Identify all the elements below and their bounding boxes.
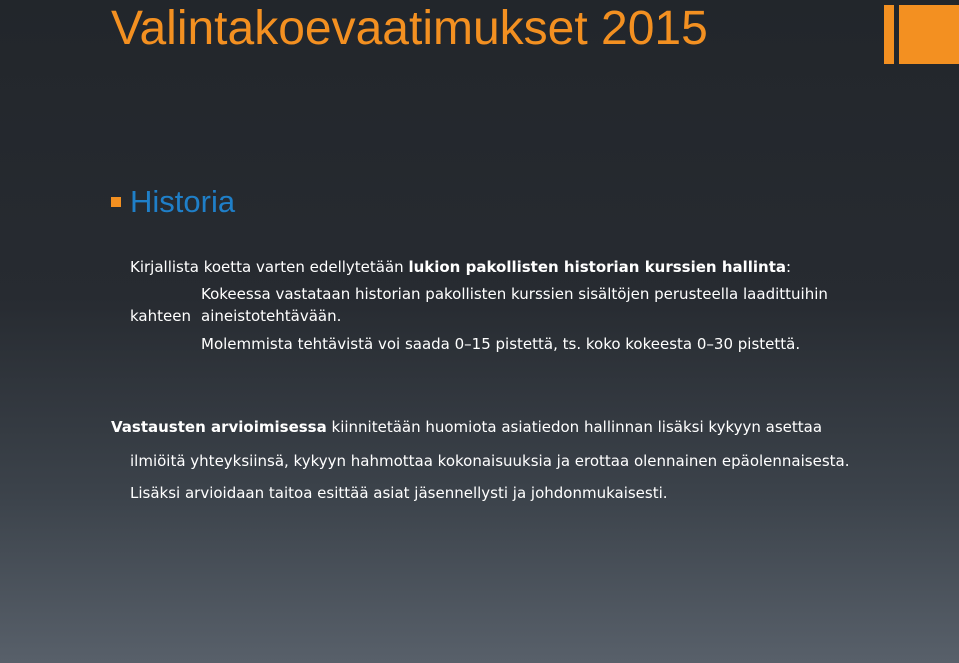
exam-line-2-right: aineistotehtävään. [201, 307, 342, 325]
exam-line-3: Molemmista tehtävistä voi saada 0–15 pistettä, ts. koko kokeesta 0–30 pistettä. [201, 335, 801, 353]
section-title: Historia [130, 184, 236, 219]
intro-bold: lukion pakollisten historian kurssien hallinta [408, 258, 787, 276]
intro-plain: Kirjallista koetta varten edellytetään [130, 258, 409, 276]
evaluation-line-2: ilmiöitä yhteyksiinsä, kykyyn hahmottaa kokonaisuuksia ja erottaa olennainen epäolennaisesta. [130, 452, 850, 470]
evaluation-rest: kiinnitetään huomiota asiatiedon hallinnan lisäksi kykyyn asettaa [326, 418, 823, 436]
evaluation-line-3: Lisäksi arvioidaan taitoa esittää asiat jäsennellysti ja johdonmukaisesti. [130, 484, 668, 502]
evaluation-line-1 [111, 417, 822, 437]
exam-line-1: Kokeessa vastataan historian pakollisten kurssien sisältöjen perusteella laadittuihin [201, 285, 828, 303]
intro-end: : [786, 258, 792, 276]
intro-text [130, 257, 791, 277]
evaluation-bold: Vastausten arvioimisessa [111, 418, 327, 436]
slide-title: Valintakoevaatimukset 2015 [111, 2, 708, 55]
square-bullet-icon [111, 197, 121, 207]
exam-line-2-left: kahteen [130, 307, 191, 325]
decorative-bar [884, 5, 894, 64]
decorative-block [899, 5, 959, 64]
